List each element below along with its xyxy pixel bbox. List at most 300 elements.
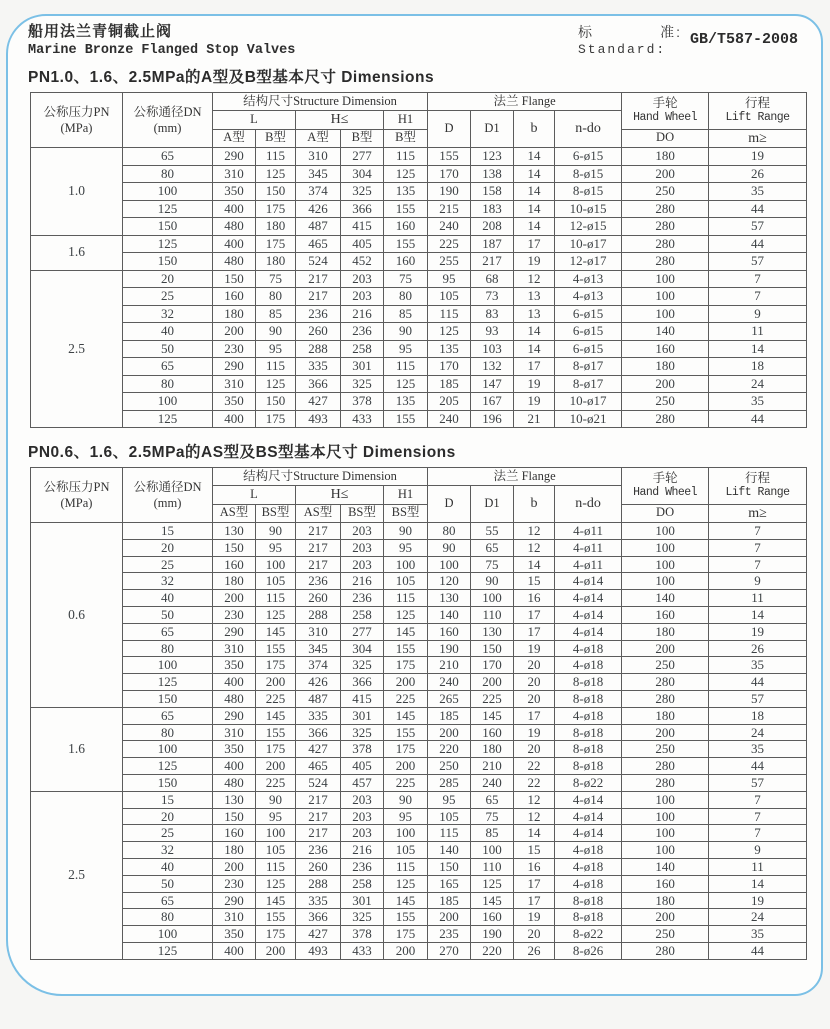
dimension-cell: 150 bbox=[123, 774, 213, 791]
dimension-cell: 100 bbox=[123, 393, 213, 411]
dimension-cell: 100 bbox=[622, 842, 709, 859]
col-header-h1: H1 bbox=[384, 111, 428, 130]
dimension-cell: 203 bbox=[341, 825, 384, 842]
dimension-cell: 147 bbox=[471, 375, 514, 393]
dimension-cell: 217 bbox=[296, 539, 341, 556]
dimension-cell: 145 bbox=[471, 892, 514, 909]
pressure-group-cell: 0.6 bbox=[31, 523, 123, 708]
dimension-cell: 325 bbox=[341, 724, 384, 741]
dimension-cell: 14 bbox=[709, 875, 807, 892]
dimension-cell: 400 bbox=[213, 200, 256, 218]
dimension-cell: 426 bbox=[296, 674, 341, 691]
table-row bbox=[31, 909, 807, 926]
dimension-cell: 25 bbox=[123, 288, 213, 306]
dimension-cell: 217 bbox=[471, 253, 514, 271]
page-content bbox=[28, 20, 808, 960]
dimensions-table-a-b bbox=[30, 92, 807, 428]
dimension-cell: 8-ø15 bbox=[555, 183, 622, 201]
dimension-cell: 400 bbox=[213, 410, 256, 428]
dimension-cell: 75 bbox=[471, 808, 514, 825]
dimension-cell: 301 bbox=[341, 707, 384, 724]
dimension-cell: 160 bbox=[622, 875, 709, 892]
dimension-cell: 325 bbox=[341, 375, 384, 393]
page-title-zh: 船用法兰青铜截止阀 bbox=[28, 23, 173, 40]
dimension-cell: 15 bbox=[123, 523, 213, 540]
dimension-cell: 433 bbox=[341, 410, 384, 428]
dimension-cell: 258 bbox=[341, 875, 384, 892]
dimension-cell: 236 bbox=[341, 323, 384, 341]
dimension-cell: 20 bbox=[123, 539, 213, 556]
dimension-cell: 12 bbox=[514, 791, 555, 808]
dimension-cell: 250 bbox=[622, 393, 709, 411]
dimension-cell: 310 bbox=[213, 375, 256, 393]
dimension-cell: 80 bbox=[123, 375, 213, 393]
dimension-cell: 220 bbox=[428, 741, 471, 758]
dimension-cell: 280 bbox=[622, 774, 709, 791]
dimension-cell: 125 bbox=[123, 942, 213, 959]
col-header-do: DO bbox=[622, 504, 709, 523]
standard-block bbox=[578, 22, 798, 57]
table-row bbox=[31, 218, 807, 236]
dimension-cell: 21 bbox=[514, 410, 555, 428]
col-header-d: D bbox=[428, 111, 471, 148]
dimension-cell: 415 bbox=[341, 690, 384, 707]
dimension-cell: 457 bbox=[341, 774, 384, 791]
table-row bbox=[31, 858, 807, 875]
col-header-type: AS型 bbox=[213, 504, 256, 523]
dimension-cell: 4-ø18 bbox=[555, 640, 622, 657]
dimension-cell: 217 bbox=[296, 808, 341, 825]
dimension-cell: 7 bbox=[709, 791, 807, 808]
dimension-cell: 130 bbox=[428, 590, 471, 607]
table-row bbox=[31, 741, 807, 758]
dimension-cell: 235 bbox=[428, 926, 471, 943]
dimension-cell: 465 bbox=[296, 758, 341, 775]
dimension-cell: 426 bbox=[296, 200, 341, 218]
dimension-cell: 90 bbox=[471, 573, 514, 590]
dimension-cell: 335 bbox=[296, 707, 341, 724]
dimension-cell: 32 bbox=[123, 842, 213, 859]
dimension-cell: 180 bbox=[213, 842, 256, 859]
dimension-cell: 10-ø17 bbox=[555, 235, 622, 253]
dimension-cell: 80 bbox=[123, 724, 213, 741]
dimension-cell: 260 bbox=[296, 590, 341, 607]
dimension-cell: 115 bbox=[428, 825, 471, 842]
dimension-cell: 175 bbox=[256, 741, 296, 758]
dimension-cell: 203 bbox=[341, 808, 384, 825]
dimension-cell: 17 bbox=[514, 875, 555, 892]
dimension-cell: 20 bbox=[123, 808, 213, 825]
dimension-cell: 14 bbox=[514, 825, 555, 842]
col-header-structure: 结构尺寸Structure Dimension bbox=[213, 93, 428, 111]
dimension-cell: 378 bbox=[341, 393, 384, 411]
dimension-cell: 160 bbox=[213, 825, 256, 842]
dimension-cell: 335 bbox=[296, 358, 341, 376]
dimension-cell: 100 bbox=[123, 657, 213, 674]
dimension-cell: 65 bbox=[471, 539, 514, 556]
dimension-cell: 480 bbox=[213, 774, 256, 791]
dimension-cell: 260 bbox=[296, 858, 341, 875]
dimension-cell: 200 bbox=[213, 858, 256, 875]
dimension-cell: 90 bbox=[384, 323, 428, 341]
dimensions-table-as-bs bbox=[30, 467, 807, 960]
title-block bbox=[28, 20, 295, 58]
dimension-cell: 345 bbox=[296, 165, 341, 183]
dimension-cell: 26 bbox=[709, 640, 807, 657]
dimension-cell: 310 bbox=[213, 640, 256, 657]
table-row bbox=[31, 842, 807, 859]
col-header-flange: 法兰 Flange bbox=[428, 93, 622, 111]
dimension-cell: 145 bbox=[384, 707, 428, 724]
dimension-cell: 44 bbox=[709, 942, 807, 959]
dimension-cell: 203 bbox=[341, 288, 384, 306]
dimension-cell: 452 bbox=[341, 253, 384, 271]
dimension-cell: 288 bbox=[296, 606, 341, 623]
dimension-cell: 35 bbox=[709, 183, 807, 201]
page-title-en: Marine Bronze Flanged Stop Valves bbox=[28, 43, 296, 58]
table-row bbox=[31, 606, 807, 623]
dimension-cell: 350 bbox=[213, 657, 256, 674]
dimension-cell: 19 bbox=[709, 892, 807, 909]
dimension-cell: 280 bbox=[622, 200, 709, 218]
col-header-l: L bbox=[213, 111, 296, 130]
table-row bbox=[31, 539, 807, 556]
dimension-cell: 155 bbox=[256, 724, 296, 741]
dimension-cell: 277 bbox=[341, 623, 384, 640]
dimension-cell: 95 bbox=[428, 270, 471, 288]
dimension-cell: 95 bbox=[384, 808, 428, 825]
dimension-cell: 217 bbox=[296, 825, 341, 842]
table-row bbox=[31, 340, 807, 358]
dimension-cell: 250 bbox=[622, 183, 709, 201]
dimension-cell: 7 bbox=[709, 556, 807, 573]
dimension-cell: 10-ø15 bbox=[555, 200, 622, 218]
dimension-cell: 258 bbox=[341, 606, 384, 623]
dimension-cell: 8-ø17 bbox=[555, 375, 622, 393]
dimension-cell: 125 bbox=[123, 410, 213, 428]
table-head bbox=[31, 468, 807, 523]
dimension-cell: 524 bbox=[296, 774, 341, 791]
dimension-cell: 20 bbox=[514, 741, 555, 758]
dimension-cell: 270 bbox=[428, 942, 471, 959]
dimension-cell: 185 bbox=[428, 707, 471, 724]
dimension-cell: 125 bbox=[384, 375, 428, 393]
dimension-cell: 15 bbox=[123, 791, 213, 808]
pressure-group-cell: 1.0 bbox=[31, 148, 123, 236]
col-header-h1: H1 bbox=[384, 486, 428, 505]
dimension-cell: 17 bbox=[514, 623, 555, 640]
dimension-cell: 200 bbox=[384, 758, 428, 775]
col-header-structure: 结构尺寸Structure Dimension bbox=[213, 468, 428, 486]
dimension-cell: 493 bbox=[296, 410, 341, 428]
table-row bbox=[31, 148, 807, 166]
dimension-cell: 73 bbox=[471, 288, 514, 306]
dimension-cell: 12-ø17 bbox=[555, 253, 622, 271]
dimension-cell: 44 bbox=[709, 200, 807, 218]
dimension-cell: 32 bbox=[123, 305, 213, 323]
dimension-cell: 90 bbox=[256, 323, 296, 341]
dimension-cell: 288 bbox=[296, 340, 341, 358]
dimension-cell: 4-ø11 bbox=[555, 556, 622, 573]
col-header-n-do: n-do bbox=[555, 111, 622, 148]
dimension-cell: 4-ø14 bbox=[555, 791, 622, 808]
dimension-cell: 145 bbox=[256, 892, 296, 909]
table-row bbox=[31, 556, 807, 573]
dimension-cell: 14 bbox=[514, 183, 555, 201]
dimension-cell: 4-ø14 bbox=[555, 825, 622, 842]
dimension-cell: 115 bbox=[384, 590, 428, 607]
dimension-cell: 8-ø18 bbox=[555, 724, 622, 741]
table-row bbox=[31, 288, 807, 306]
dimension-cell: 90 bbox=[384, 791, 428, 808]
dimension-cell: 236 bbox=[341, 858, 384, 875]
dimension-cell: 95 bbox=[256, 539, 296, 556]
dimension-cell: 433 bbox=[341, 942, 384, 959]
table-row bbox=[31, 393, 807, 411]
dimension-cell: 325 bbox=[341, 909, 384, 926]
dimension-cell: 105 bbox=[256, 573, 296, 590]
dimension-cell: 57 bbox=[709, 253, 807, 271]
dimension-cell: 304 bbox=[341, 165, 384, 183]
dimension-cell: 12-ø15 bbox=[555, 218, 622, 236]
dimension-cell: 310 bbox=[213, 165, 256, 183]
dimension-cell: 325 bbox=[341, 657, 384, 674]
dimension-cell: 280 bbox=[622, 758, 709, 775]
dimension-cell: 150 bbox=[123, 218, 213, 236]
dimension-cell: 100 bbox=[622, 573, 709, 590]
table-row bbox=[31, 573, 807, 590]
pressure-group-cell: 1.6 bbox=[31, 235, 123, 270]
dimension-cell: 4-ø18 bbox=[555, 657, 622, 674]
dimension-cell: 22 bbox=[514, 774, 555, 791]
col-header-lift-range: 行程 Lift Range bbox=[709, 93, 807, 130]
dimension-cell: 150 bbox=[256, 183, 296, 201]
dimension-cell: 75 bbox=[471, 556, 514, 573]
dimension-cell: 75 bbox=[256, 270, 296, 288]
dimension-cell: 115 bbox=[256, 358, 296, 376]
dimension-cell: 158 bbox=[471, 183, 514, 201]
dimension-cell: 155 bbox=[384, 200, 428, 218]
dimension-cell: 240 bbox=[428, 218, 471, 236]
dimension-cell: 493 bbox=[296, 942, 341, 959]
dimension-cell: 170 bbox=[428, 165, 471, 183]
dimension-cell: 240 bbox=[471, 774, 514, 791]
dimension-cell: 258 bbox=[341, 340, 384, 358]
dimension-cell: 115 bbox=[256, 148, 296, 166]
dimension-cell: 11 bbox=[709, 590, 807, 607]
dimension-cell: 216 bbox=[341, 305, 384, 323]
dimension-cell: 57 bbox=[709, 774, 807, 791]
dimension-cell: 19 bbox=[514, 909, 555, 926]
dimension-cell: 155 bbox=[384, 235, 428, 253]
dimension-cell: 290 bbox=[213, 148, 256, 166]
dimension-cell: 160 bbox=[213, 556, 256, 573]
table-row bbox=[31, 808, 807, 825]
dimension-cell: 80 bbox=[123, 165, 213, 183]
dimension-cell: 7 bbox=[709, 825, 807, 842]
col-header-m: m≥ bbox=[709, 129, 807, 148]
dimension-cell: 405 bbox=[341, 758, 384, 775]
dimension-cell: 8-ø22 bbox=[555, 774, 622, 791]
dimension-cell: 183 bbox=[471, 200, 514, 218]
dimension-cell: 155 bbox=[384, 909, 428, 926]
dimension-cell: 57 bbox=[709, 690, 807, 707]
dimension-cell: 145 bbox=[384, 623, 428, 640]
dimension-cell: 310 bbox=[213, 909, 256, 926]
dimension-cell: 524 bbox=[296, 253, 341, 271]
dimension-cell: 4-ø13 bbox=[555, 270, 622, 288]
dimension-cell: 170 bbox=[428, 358, 471, 376]
dimension-cell: 225 bbox=[384, 774, 428, 791]
dimension-cell: 14 bbox=[514, 165, 555, 183]
dimension-cell: 18 bbox=[709, 358, 807, 376]
dimension-cell: 125 bbox=[384, 875, 428, 892]
dimension-cell: 217 bbox=[296, 791, 341, 808]
dimension-cell: 415 bbox=[341, 218, 384, 236]
dimension-cell: 100 bbox=[123, 183, 213, 201]
dimension-cell: 203 bbox=[341, 270, 384, 288]
dimension-cell: 230 bbox=[213, 875, 256, 892]
dimension-cell: 6-ø15 bbox=[555, 323, 622, 341]
dimension-cell: 10-ø21 bbox=[555, 410, 622, 428]
dimension-cell: 85 bbox=[471, 825, 514, 842]
table-row bbox=[31, 674, 807, 691]
dimension-cell: 155 bbox=[428, 148, 471, 166]
dimension-cell: 17 bbox=[514, 606, 555, 623]
dimension-cell: 125 bbox=[384, 606, 428, 623]
dimension-cell: 290 bbox=[213, 892, 256, 909]
dimension-cell: 100 bbox=[622, 288, 709, 306]
dimension-cell: 150 bbox=[123, 690, 213, 707]
dimension-cell: 8-ø15 bbox=[555, 165, 622, 183]
table-row bbox=[31, 590, 807, 607]
dimension-cell: 19 bbox=[514, 253, 555, 271]
dimension-cell: 120 bbox=[428, 573, 471, 590]
dimension-cell: 190 bbox=[428, 640, 471, 657]
col-header-pn: 公称压力PN (MPa) bbox=[31, 93, 123, 148]
dimension-cell: 100 bbox=[123, 926, 213, 943]
dimension-cell: 487 bbox=[296, 690, 341, 707]
col-header-type: BS型 bbox=[341, 504, 384, 523]
dimension-cell: 240 bbox=[428, 674, 471, 691]
table-row bbox=[31, 235, 807, 253]
dimension-cell: 180 bbox=[622, 892, 709, 909]
dimension-cell: 125 bbox=[428, 323, 471, 341]
col-header-b: b bbox=[514, 111, 555, 148]
dimension-cell: 20 bbox=[514, 657, 555, 674]
dimension-cell: 150 bbox=[213, 808, 256, 825]
dimension-cell: 167 bbox=[471, 393, 514, 411]
dimension-cell: 140 bbox=[428, 606, 471, 623]
dimension-cell: 110 bbox=[471, 606, 514, 623]
standard-label-zh: 标 准: bbox=[577, 24, 682, 40]
dimension-cell: 280 bbox=[622, 253, 709, 271]
dimension-cell: 15 bbox=[514, 842, 555, 859]
dimension-cell: 8-ø26 bbox=[555, 942, 622, 959]
dimension-cell: 196 bbox=[471, 410, 514, 428]
dimension-cell: 50 bbox=[123, 340, 213, 358]
table-body bbox=[31, 523, 807, 960]
dimension-cell: 280 bbox=[622, 674, 709, 691]
dimension-cell: 180 bbox=[256, 253, 296, 271]
dimension-cell: 14 bbox=[514, 148, 555, 166]
dimension-cell: 22 bbox=[514, 758, 555, 775]
dimension-cell: 374 bbox=[296, 183, 341, 201]
dimension-cell: 378 bbox=[341, 926, 384, 943]
dimension-cell: 160 bbox=[384, 218, 428, 236]
dimension-cell: 100 bbox=[622, 305, 709, 323]
dimension-cell: 40 bbox=[123, 590, 213, 607]
dimension-cell: 217 bbox=[296, 523, 341, 540]
dimension-cell: 203 bbox=[341, 791, 384, 808]
dimension-cell: 7 bbox=[709, 288, 807, 306]
table-body bbox=[31, 148, 807, 428]
dimension-cell: 200 bbox=[256, 674, 296, 691]
dimension-cell: 65 bbox=[123, 892, 213, 909]
table-row bbox=[31, 657, 807, 674]
dimension-cell: 115 bbox=[428, 305, 471, 323]
dimension-cell: 155 bbox=[256, 640, 296, 657]
dimension-cell: 150 bbox=[123, 253, 213, 271]
dimension-cell: 150 bbox=[213, 270, 256, 288]
dimension-cell: 215 bbox=[428, 200, 471, 218]
dimension-cell: 32 bbox=[123, 573, 213, 590]
dimension-cell: 100 bbox=[622, 523, 709, 540]
dimension-cell: 125 bbox=[123, 758, 213, 775]
dimension-cell: 200 bbox=[384, 942, 428, 959]
dimension-cell: 100 bbox=[622, 825, 709, 842]
table-row bbox=[31, 305, 807, 323]
dimension-cell: 57 bbox=[709, 218, 807, 236]
dimension-cell: 145 bbox=[384, 892, 428, 909]
dimension-cell: 4-ø18 bbox=[555, 707, 622, 724]
dimension-cell: 170 bbox=[471, 657, 514, 674]
dimension-cell: 125 bbox=[256, 375, 296, 393]
dimension-cell: 216 bbox=[341, 573, 384, 590]
dimension-cell: 180 bbox=[213, 305, 256, 323]
dimension-cell: 265 bbox=[428, 690, 471, 707]
dimension-cell: 350 bbox=[213, 741, 256, 758]
dimension-cell: 20 bbox=[514, 674, 555, 691]
dimension-cell: 366 bbox=[341, 200, 384, 218]
dimension-cell: 103 bbox=[471, 340, 514, 358]
dimension-cell: 400 bbox=[213, 758, 256, 775]
dimension-cell: 190 bbox=[428, 183, 471, 201]
dimension-cell: 4-ø18 bbox=[555, 875, 622, 892]
dimension-cell: 6-ø15 bbox=[555, 340, 622, 358]
dimension-cell: 105 bbox=[384, 573, 428, 590]
dimension-cell: 68 bbox=[471, 270, 514, 288]
dimension-cell: 130 bbox=[213, 523, 256, 540]
dimension-cell: 310 bbox=[296, 148, 341, 166]
section-title-as-bs: PN0.6、1.6、2.5MPa的AS型及BS型基本尺寸 Dimensions bbox=[28, 444, 456, 461]
dimension-cell: 175 bbox=[384, 926, 428, 943]
dimension-cell: 160 bbox=[471, 724, 514, 741]
dimension-cell: 400 bbox=[213, 235, 256, 253]
dimension-cell: 225 bbox=[256, 774, 296, 791]
dimension-cell: 366 bbox=[296, 909, 341, 926]
dimension-cell: 4-ø14 bbox=[555, 573, 622, 590]
table-row bbox=[31, 623, 807, 640]
dimension-cell: 205 bbox=[428, 393, 471, 411]
dimension-cell: 105 bbox=[256, 842, 296, 859]
dimension-cell: 135 bbox=[384, 183, 428, 201]
dimension-cell: 225 bbox=[471, 690, 514, 707]
dimension-cell: 155 bbox=[384, 640, 428, 657]
dimension-cell: 140 bbox=[622, 323, 709, 341]
dimension-cell: 288 bbox=[296, 875, 341, 892]
dimension-cell: 175 bbox=[256, 926, 296, 943]
